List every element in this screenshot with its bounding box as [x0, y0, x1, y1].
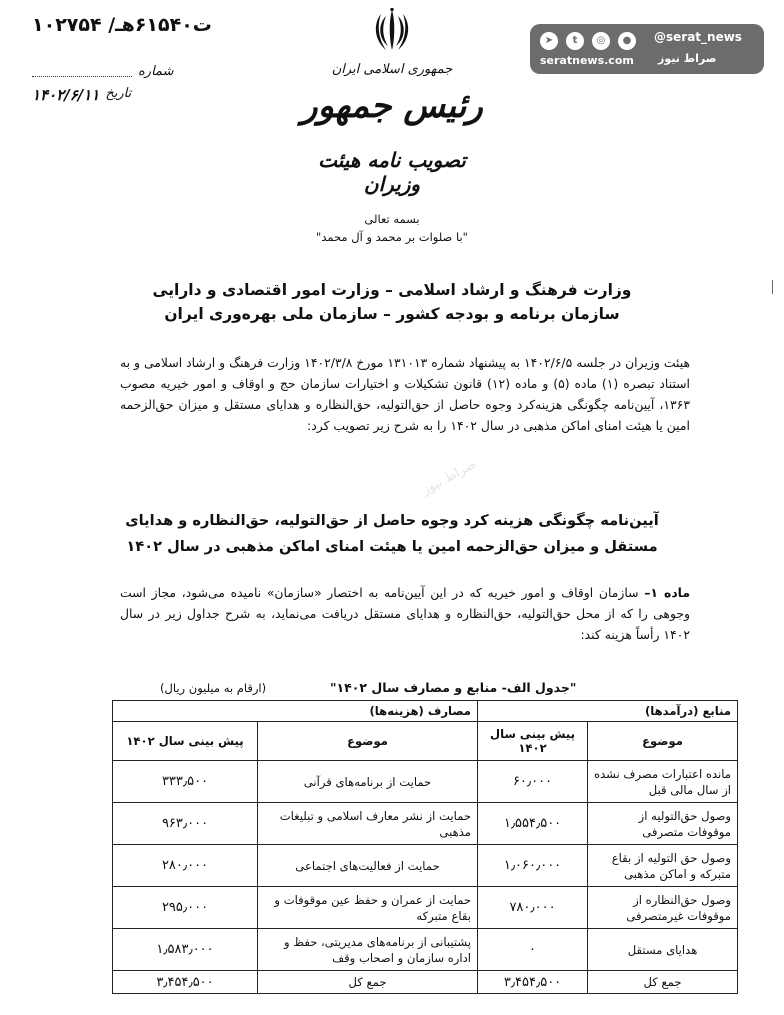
messenger-icon: ● — [618, 32, 636, 50]
date-value: ۱۴۰۲/۶/۱۱ — [32, 86, 100, 104]
col-forecast-resources: پیش بینی سال ۱۴۰۲ — [478, 722, 588, 761]
table-unit-note: (ارقام به میلیون ریال) — [160, 681, 267, 695]
expenditure-value: ۲۸۰٫۰۰۰ — [113, 845, 258, 887]
resource-topic: مانده اعتبارات مصرف نشده از سال مالی قبل — [588, 761, 738, 803]
resources-header: منابع (درآمدها) — [478, 701, 738, 722]
expenditures-header: مصارف (هزینه‌ها) — [113, 701, 478, 722]
president-title: رئیس جمهور — [301, 86, 483, 126]
badge-fa-name: صراط نیوز — [658, 52, 717, 65]
cabinet-title: تصویب نامه هیئت وزیران — [318, 148, 466, 196]
resource-value: ۷۸۰٫۰۰۰ — [478, 887, 588, 929]
regulation-title-2: مستقل و میزان حق‌الزحمه امین یا هیئت امنای اماکن مذهبی در سال ۱۴۰۲ — [126, 538, 658, 555]
ministries-line-1: وزارت فرهنگ و ارشاد اسلامی – وزارت امور اقتصادی و دارایی — [152, 281, 632, 299]
ministries-line-2: سازمان برنامه و بودجه کشور – سازمان ملی بهره‌وری ایران — [164, 305, 620, 323]
table-row — [113, 887, 738, 929]
resource-total-label: جمع کل — [588, 971, 738, 994]
expenditure-value: ۱٫۵۸۳٫۰۰۰ — [113, 929, 258, 971]
expenditure-topic: پشتیبانی از برنامه‌های مدیریتی، حفظ و اداره سازمان و اصحاب وقف — [258, 929, 478, 971]
date-row — [32, 86, 182, 104]
table-caption: "جدول الف- منابع و مصارف سال ۱۴۰۲" — [330, 680, 577, 695]
table-total-row — [113, 971, 738, 994]
salawat: "با صلوات بر محمد و آل محمد" — [316, 230, 468, 244]
twitter-icon: t — [566, 32, 584, 50]
expenditure-topic: حمایت از نشر معارف اسلامی و تبلیغات مذهبی — [258, 803, 478, 845]
article-1-label: ماده ۱– — [644, 585, 691, 600]
resource-topic: هدایای مستقل — [588, 929, 738, 971]
instagram-icon: ◎ — [592, 32, 610, 50]
resource-total-value: ۳٫۴۵۴٫۵۰۰ — [478, 971, 588, 994]
col-forecast-expenditures: پیش بینی سال ۱۴۰۲ — [113, 722, 258, 761]
article-1-text: سازمان اوقاف و امور خیریه که در این آیین‌نامه به اختصار «سازمان» نامیده می‌شود، مجاز است وجوهی را که از محل حق‌التولیه، حق‌النظاره و هدایای مستقل دریافت می‌نماید، به شرح جداول زیر در سال ۱۴۰۲ رأساً هزینه کند: — [120, 585, 690, 642]
reference-label: شماره — [138, 64, 174, 79]
expenditure-value: ۲۹۵٫۰۰۰ — [113, 887, 258, 929]
budget-table — [112, 700, 738, 994]
reference-number: ۱۰۲۷۵۴ /ت۶۱۵۴۰هـ — [32, 14, 212, 36]
resource-value: ۱٫۵۵۴٫۵۰۰ — [478, 803, 588, 845]
table-row — [113, 845, 738, 887]
telegram-icon: ➤ — [540, 32, 558, 50]
resource-value: ۶۰٫۰۰۰ — [478, 761, 588, 803]
table-row — [113, 929, 738, 971]
table-row — [113, 803, 738, 845]
resource-topic: وصول حق‌التولیه از موقوفات متصرفی — [588, 803, 738, 845]
resource-value: ۰ — [478, 929, 588, 971]
expenditure-value: ۹۶۳٫۰۰۰ — [113, 803, 258, 845]
article-1 — [120, 582, 690, 645]
col-topic-resources: موضوع — [588, 722, 738, 761]
reference-label-row — [32, 64, 182, 79]
expenditure-total-value: ۳٫۴۵۴٫۵۰۰ — [113, 971, 258, 994]
iran-emblem-icon — [372, 8, 412, 52]
expenditure-total-label: جمع کل — [258, 971, 478, 994]
resource-topic: وصول حق‌النظاره از موقوفات غیرمتصرفی — [588, 887, 738, 929]
republic-label: جمهوری اسلامی ایران — [331, 62, 453, 77]
reference-dots — [32, 64, 132, 77]
table-row — [113, 761, 738, 803]
watermark: صراط نیوز — [419, 457, 479, 498]
expenditure-topic: حمایت از عمران و حفظ عین موقوفات و بقاع متبرکه — [258, 887, 478, 929]
regulation-title-1: آیین‌نامه چگونگی هزینه کرد وجوه حاصل از حق‌التولیه، حق‌النظاره و هدایای — [125, 512, 659, 529]
page-edge-mark — [772, 280, 783, 294]
resource-value: ۱٫۰۶۰٫۰۰۰ — [478, 845, 588, 887]
resource-topic: وصول حق التولیه از بقاع متبرکه و اماکن مذهبی — [588, 845, 738, 887]
expenditure-value: ۳۳۳٫۵۰۰ — [113, 761, 258, 803]
bismillah: بسمه تعالی — [364, 212, 420, 226]
expenditure-topic: حمایت از برنامه‌های قرآنی — [258, 761, 478, 803]
intro-paragraph: هیئت وزیران در جلسه ۱۴۰۲/۶/۵ به پیشنهاد شماره ۱۳۱۰۱۳ مورخ ۱۴۰۲/۳/۸ وزارت فرهنگ و ارشاد اسلامی و به استناد تبصره (۱) ماده (۵) و ماده (۱۲) قانون تشکیلات و اختیارات سازمان حج و اوقاف و امور خیریه مصوب ۱۳۶۳، آیین‌نامه چگونگی هزینه‌کرد وجوه حاصل از حق‌التولیه، حق‌النظاره و هدایای مستقل و میزان حق‌الزحمه امین یا هیئت امنای اماکن مذهبی در سال ۱۴۰۲ را به شرح زیر تصویب کرد: — [120, 355, 691, 433]
date-label: تاریخ — [105, 86, 132, 101]
col-topic-expenditures: موضوع — [258, 722, 478, 761]
badge-handle: @serat_news — [654, 30, 742, 44]
news-badge — [530, 24, 764, 74]
badge-site: seratnews.com — [540, 54, 634, 67]
expenditure-topic: حمایت از فعالیت‌های اجتماعی — [258, 845, 478, 887]
